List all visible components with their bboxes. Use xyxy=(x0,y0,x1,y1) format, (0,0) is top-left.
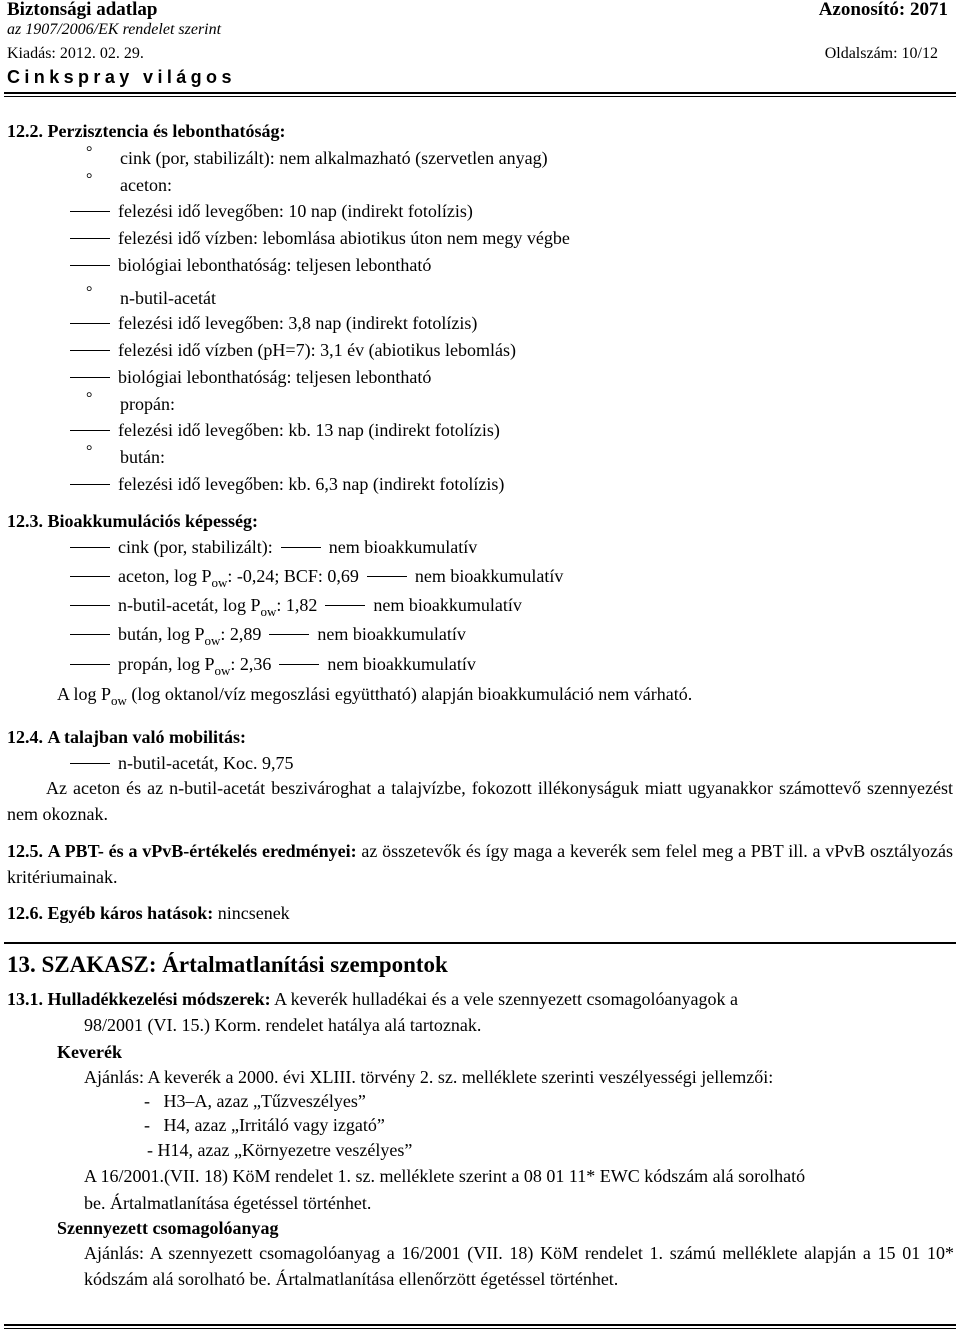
section-text: A keverék hulladékai és a vele szennyezett csomagolóanyagok a xyxy=(274,989,738,1009)
dash-icon xyxy=(70,605,110,606)
butylacetate-detail: biológiai lebonthatóság: teljesen lebontható xyxy=(70,368,431,386)
butylacetate-item: n-butil-acetát xyxy=(120,288,216,308)
dash-icon xyxy=(70,265,110,266)
mobility-item: n-butil-acetát, Koc. 9,75 xyxy=(70,754,293,772)
dash-icon xyxy=(70,211,110,212)
keverek-ajanlas: Ajánlás: A keverék a 2000. évi XLIII. törvény 2. sz. melléklete szerinti veszélyességi jellemzői: xyxy=(84,1067,774,1087)
section-title: Egyéb káros hatások: xyxy=(47,903,214,923)
acetone-detail: felezési idő levegőben: 10 nap (indirekt fotolízis) xyxy=(70,202,473,220)
header-rule xyxy=(4,92,956,94)
section-title: A PBT- és a vPvB-értékelés eredményei: xyxy=(47,841,357,861)
dash-icon xyxy=(281,547,321,548)
dash-icon xyxy=(70,238,110,239)
dash-icon xyxy=(70,547,110,548)
section-rule xyxy=(4,942,956,944)
dash-icon xyxy=(279,664,319,665)
bio-acetone: aceton, $\log P_{ow}$: -0,24; BCF: 0,69 nem bioakkumulatív xyxy=(70,567,563,585)
section-12-5 xyxy=(7,838,953,890)
butane-detail: felezési idő levegőben: kb. 6,3 nap (indirekt fotolízis) xyxy=(70,475,504,493)
dash-icon xyxy=(269,634,309,635)
dash-icon xyxy=(70,664,110,665)
page-number: Oldalszám: 10/12 xyxy=(824,45,938,62)
regulation-ref: az 1907/2006/EK rendelet szerint xyxy=(7,21,222,38)
acetone-detail: felezési idő vízben: lebomlása abiotikus úton nem megy végbe xyxy=(70,229,570,247)
acetone-item: aceton: xyxy=(120,175,172,195)
szennyezett-heading: Szennyezett csomagolóanyag xyxy=(57,1218,279,1238)
section-number: 12.5. xyxy=(7,841,43,861)
footer-rule-thin xyxy=(4,1328,956,1329)
szennyezett-text: Ajánlás: A szennyezett csomagolóanyag a 16/2001 (VII. 18) KöM rendelet 1. számú melléklete alapján a 15 01 10* kódszám alá sorolható be. Ártalmatlanítása ellenőrzött égetéssel történhet. xyxy=(84,1243,954,1289)
degree-bullet-icon: ° xyxy=(86,144,93,161)
section-number: 12.2. xyxy=(7,121,43,141)
section-13-heading: 13. SZAKASZ: Ártalmatlanítási szempontok xyxy=(7,952,448,977)
butane-item: bután: xyxy=(120,447,165,467)
degree-bullet-icon: ° xyxy=(86,171,93,188)
dash-icon xyxy=(367,576,407,577)
section-12-3-heading xyxy=(7,512,258,530)
section-number: 13.1. xyxy=(7,989,43,1009)
hazard-h14: - H14, azaz „Környezetre veszélyes” xyxy=(147,1140,413,1160)
section-13-1 xyxy=(7,990,738,1008)
degree-bullet-icon: ° xyxy=(86,443,93,460)
section-number: 12.4. xyxy=(7,727,43,747)
bio-propane: propán, $\log P_{ow}$: 2,36 nem bioakkumulatív xyxy=(70,655,476,673)
degree-bullet-icon: ° xyxy=(86,390,93,407)
section-13-1-cont: 98/2001 (VI. 15.) Korm. rendelet hatálya alá tartoznak. xyxy=(84,1015,482,1035)
acetone-detail: biológiai lebonthatóság: teljesen lebontható xyxy=(70,256,431,274)
header-rule-thin xyxy=(4,96,956,97)
kom-line-1: A 16/2001.(VII. 18) KöM rendelet 1. sz. melléklete szerint a 08 01 11* EWC kódszám alá sorolható xyxy=(84,1166,806,1186)
dash-icon xyxy=(70,323,110,324)
section-title: Bioakkumulációs képesség: xyxy=(47,511,259,531)
kom-line-2: be. Ártalmatlanítása égetéssel történhet. xyxy=(84,1193,372,1213)
section-title: Perzisztencia és lebonthatóság: xyxy=(47,121,286,141)
section-12-4-heading xyxy=(7,728,246,746)
dash-icon xyxy=(70,350,110,351)
propane-detail: felezési idő levegőben: kb. 13 nap (indirekt fotolízis) xyxy=(70,421,500,439)
section-12-2-heading xyxy=(7,122,285,140)
footer-rule xyxy=(4,1324,956,1326)
propane-item: propán: xyxy=(120,394,175,414)
dash-icon xyxy=(70,430,110,431)
issue-date: Kiadás: 2012. 02. 29. xyxy=(7,45,144,62)
section-text: nincsenek xyxy=(217,903,290,923)
section-text: az összetevők és így maga a keverék sem felel meg a PBT ill. a vPvB osztályozás kritériumainak. xyxy=(7,841,954,887)
dash-icon xyxy=(325,605,365,606)
dash-icon xyxy=(70,763,110,764)
section-title: A talajban való mobilitás: xyxy=(47,727,247,747)
dash-icon xyxy=(70,634,110,635)
section-number: 12.6. xyxy=(7,903,43,923)
zinc-item: cink (por, stabilizált): nem alkalmazható (szervetlen anyag) xyxy=(120,148,548,168)
document-title: Biztonsági adatlap xyxy=(7,0,158,20)
hazard-h4: - H4, azaz „Irritáló vagy izgató” xyxy=(144,1115,385,1135)
mobility-text: Az aceton és az n-butil-acetát beszivároghat a talajvízbe, fokozott illékonyságuk miatt ugyanakkor számottevő szennyezést nem okoznak. xyxy=(7,778,953,824)
section-number: 12.3. xyxy=(7,511,43,531)
section-12-6 xyxy=(7,904,290,922)
bio-zinc: cink (por, stabilizált): nem bioakkumulatív xyxy=(70,538,477,556)
bio-butane: bután, $\log P_{ow}$: 2,89 nem bioakkumulatív xyxy=(70,625,466,643)
bio-butylacetate: n-butil-acetát, $\log P_{ow}$: 1,82 nem bioakkumulatív xyxy=(70,596,522,614)
degree-bullet-icon: ° xyxy=(86,284,93,301)
dash-icon xyxy=(70,484,110,485)
dash-icon xyxy=(70,377,110,378)
product-name: Cinkspray világos xyxy=(7,67,236,87)
keverek-heading: Keverék xyxy=(57,1042,122,1062)
dash-icon xyxy=(70,576,110,577)
hazard-h3: - H3–A, azaz „Tűzveszélyes” xyxy=(144,1091,366,1111)
document-id: Azonosító: 2071 xyxy=(818,0,948,20)
butylacetate-detail: felezési idő vízben (pH=7): 3,1 év (abiotikus lebomlás) xyxy=(70,341,516,359)
section-title: Hulladékkezelési módszerek: xyxy=(47,989,271,1009)
butylacetate-detail: felezési idő levegőben: 3,8 nap (indirekt fotolízis) xyxy=(70,314,477,332)
bio-note: A $\log P_{ow}$ (log oktanol/víz megoszlási együttható) alapján bioakkumuláció nem várható. xyxy=(57,684,693,708)
